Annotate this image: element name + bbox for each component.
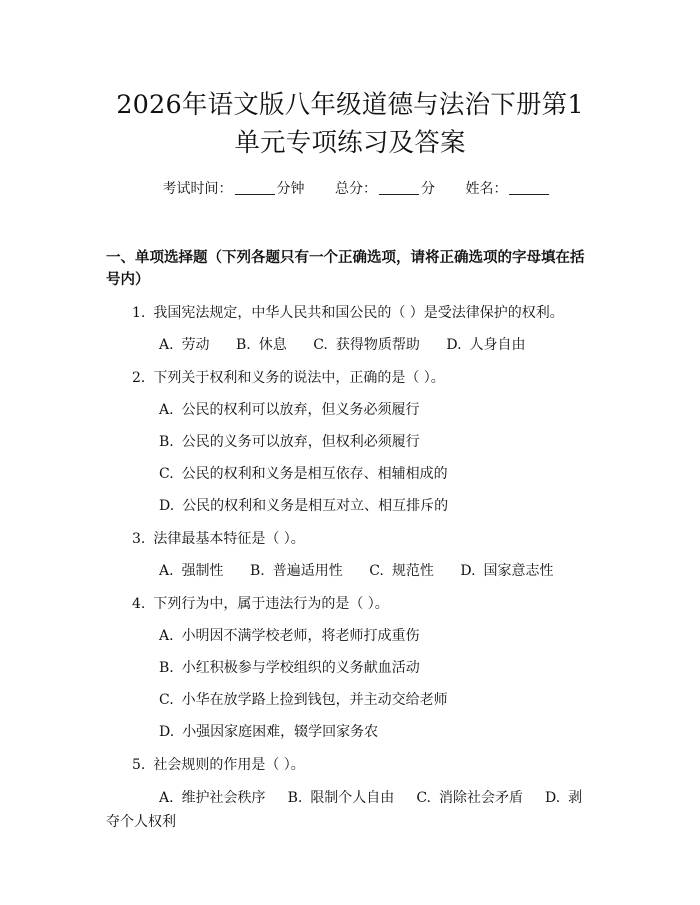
option-b bbox=[106, 657, 594, 679]
option-letter: C. bbox=[313, 337, 328, 353]
question-stem: 下列行为中，属于违法行为的是（ ）。 bbox=[153, 596, 389, 612]
option-letter: C. bbox=[416, 790, 431, 806]
option-text: 休息 bbox=[258, 337, 287, 353]
option-d bbox=[446, 334, 525, 356]
question-stem: 法律最基本特征是（ ）。 bbox=[153, 531, 305, 547]
student-name-info bbox=[465, 178, 551, 200]
option-text: 获得物质帮助 bbox=[335, 337, 420, 353]
question-number: 1. bbox=[132, 305, 146, 321]
question-1-options bbox=[106, 334, 594, 356]
exam-time-label: 考试时间： bbox=[162, 181, 233, 197]
option-text: 公民的权利和义务是相互依存、相辅相成的 bbox=[181, 466, 448, 482]
option-text: 剥夺个人权利 bbox=[106, 790, 583, 830]
option-letter: A. bbox=[159, 790, 174, 806]
option-letter: B. bbox=[159, 660, 174, 676]
option-text: 普遍适用性 bbox=[272, 563, 343, 579]
option-letter: D. bbox=[544, 790, 561, 806]
option-d bbox=[106, 495, 594, 517]
student-name-label: 姓名： bbox=[465, 181, 508, 197]
question-4 bbox=[106, 593, 594, 615]
option-text: 强制性 bbox=[181, 563, 224, 579]
question-number: 2. bbox=[132, 370, 146, 386]
question-stem: 下列关于权利和义务的说法中，正确的是（ ）。 bbox=[153, 370, 445, 386]
option-letter: C. bbox=[369, 563, 384, 579]
question-number: 5. bbox=[132, 757, 146, 773]
option-letter: D. bbox=[460, 563, 476, 579]
exam-time-info bbox=[163, 178, 305, 200]
exam-info-line bbox=[106, 178, 594, 200]
total-score-blank bbox=[379, 180, 419, 195]
option-a bbox=[159, 334, 210, 356]
option-text: 限制个人自由 bbox=[310, 790, 395, 806]
exam-time-blank bbox=[235, 180, 275, 195]
option-text: 劳动 bbox=[181, 337, 210, 353]
option-letter: D. bbox=[446, 337, 462, 353]
total-score-info bbox=[335, 178, 435, 200]
option-letter: C. bbox=[159, 466, 174, 482]
option-c bbox=[416, 790, 523, 806]
option-text: 小华在放学路上捡到钱包，并主动交给老师 bbox=[181, 692, 448, 708]
option-c bbox=[106, 463, 594, 485]
option-text: 消除社会矛盾 bbox=[438, 790, 523, 806]
option-letter: A. bbox=[159, 628, 174, 644]
option-d bbox=[460, 560, 553, 582]
option-c bbox=[369, 560, 434, 582]
option-letter: B. bbox=[287, 790, 303, 806]
option-text: 规范性 bbox=[391, 563, 434, 579]
question-number: 3. bbox=[132, 531, 146, 547]
option-letter: D. bbox=[159, 724, 175, 740]
option-text: 公民的权利可以放弃，但义务必须履行 bbox=[181, 402, 420, 418]
question-5-options bbox=[106, 786, 594, 834]
option-text: 小明因不满学校老师，将老师打成重伤 bbox=[181, 628, 420, 644]
question-1 bbox=[106, 302, 594, 324]
option-text: 公民的权利和义务是相互对立、相互排斥的 bbox=[182, 498, 449, 514]
total-score-unit: 分 bbox=[421, 181, 435, 197]
option-c bbox=[313, 334, 420, 356]
student-name-blank bbox=[509, 180, 549, 195]
option-letter: B. bbox=[159, 434, 174, 450]
option-a bbox=[106, 399, 594, 421]
option-letter: A. bbox=[159, 337, 174, 353]
option-text: 国家意志性 bbox=[483, 563, 554, 579]
question-5 bbox=[106, 754, 594, 776]
option-a bbox=[159, 790, 266, 806]
option-text: 维护社会秩序 bbox=[181, 790, 266, 806]
question-stem: 社会规则的作用是（ ）。 bbox=[153, 757, 305, 773]
option-text: 小红积极参与学校组织的义务献血活动 bbox=[181, 660, 420, 676]
exam-time-unit: 分钟 bbox=[276, 181, 305, 197]
option-c bbox=[106, 689, 594, 711]
option-d bbox=[106, 721, 594, 743]
question-2 bbox=[106, 367, 594, 389]
option-letter: B. bbox=[250, 563, 265, 579]
question-3-options bbox=[106, 560, 594, 582]
option-letter: B. bbox=[236, 337, 251, 353]
option-text: 公民的义务可以放弃，但权利必须履行 bbox=[181, 434, 420, 450]
question-3 bbox=[106, 528, 594, 550]
option-letter: C. bbox=[159, 692, 174, 708]
option-letter: D. bbox=[159, 498, 175, 514]
total-score-label: 总分： bbox=[335, 181, 377, 197]
option-b bbox=[106, 431, 594, 453]
question-stem: 我国宪法规定，中华人民共和国公民的（ ）是受法律保护的权利。 bbox=[153, 305, 564, 321]
option-a bbox=[159, 560, 224, 582]
document-title: 2026年语文版八年级道德与法治下册第1单元专项练习及答案 bbox=[116, 90, 584, 158]
option-text: 人身自由 bbox=[469, 337, 526, 353]
option-b bbox=[236, 334, 287, 356]
option-letter: A. bbox=[159, 563, 174, 579]
option-b bbox=[250, 560, 343, 582]
option-b bbox=[288, 790, 395, 806]
option-a bbox=[106, 625, 594, 647]
question-number: 4. bbox=[132, 596, 146, 612]
option-letter: A. bbox=[159, 402, 174, 418]
section-heading: 一、单项选择题（下列各题只有一个正确选项，请将正确选项的字母填在括号内） bbox=[106, 250, 585, 288]
option-text: 小强因家庭困难，辍学回家务农 bbox=[182, 724, 379, 740]
